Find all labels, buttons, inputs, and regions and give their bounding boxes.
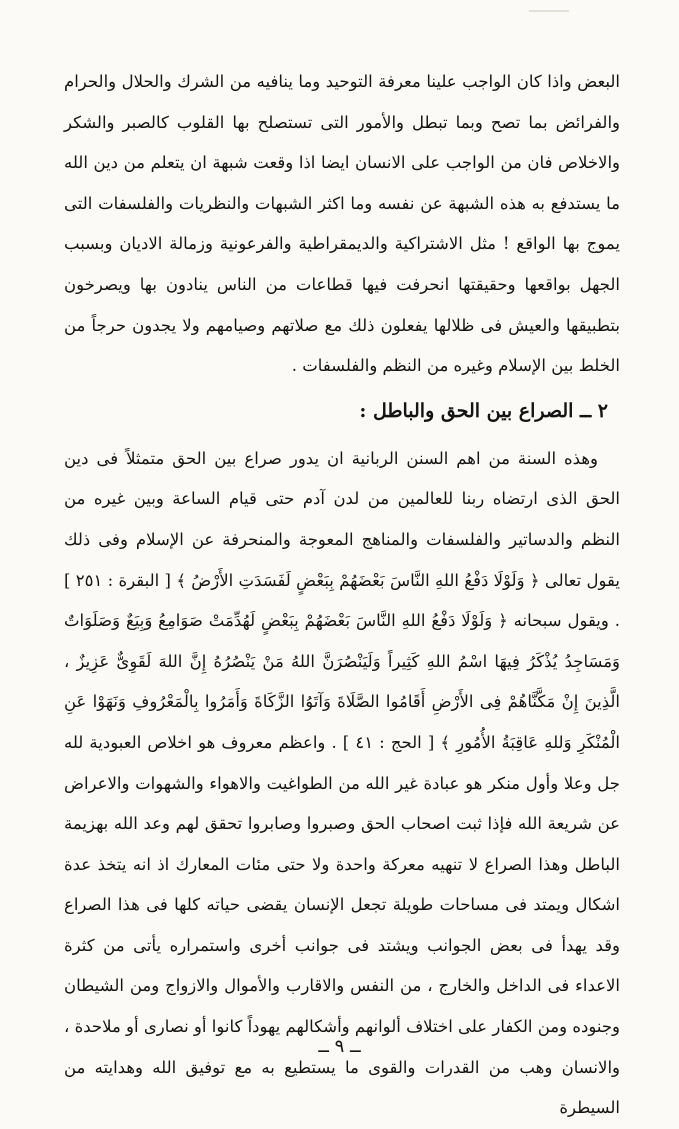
page-number: ــ ٩ ــ xyxy=(318,1036,361,1057)
page-body xyxy=(64,62,620,1129)
paragraph-section: وهذه السنة من اهم السنن الربانية ان يدور صراع بين الحق متمثلاً فى دين الحق الذى ارتضاه ربنا للعالمين من لدن آدم حتى قيام الساعة وبين غيره من النظم والدساتير والفلسفات والمناهج المعوجة والمنحرفة عن الإسلام وفى ذلك يقول تعالى ﴿ وَلَوْلَا دَفْعُ اللهِ النَّاسَ بَعْضَهُمْ بِبَعْضٍ لَفَسَدَتِ الأَرْضُ ﴾ [ البقرة : ٢٥١ ] . ويقول سبحانه ﴿ وَلَوْلَا دَفْعُ اللهِ النَّاسَ بَعْضَهُمْ بِبَعْضٍ لَهُدِّمَتْ صَوَامِعُ وَبِيَعٌ وَصَلَوَاتٌ وَمَسَاجِدُ يُذْكَرُ فِيهَا اسْمُ اللهِ كَثِيراً وَلَيَنْصُرَنَّ اللهُ مَنْ يَنْصُرُهُ إِنَّ اللهَ لَقَوِىٌّ عَزِيزٌ ، الَّذِينَ إِنْ مَكَّنَّاهُمْ فِى الأَرْضِ أَقَامُوا الصَّلَاةَ وَآتَوُا الزَّكَاةَ وَأَمَرُوا بِالْمَعْرُوفِ وَنَهَوْا عَنِ الْمُنْكَرِ وَللهِ عَاقِبَةُ الأُمُورِ ﴾ [ الحج : ٤١ ] . واعظم معروف هو اخلاص العبودية لله جل وعلا وأول منكر هو عبادة غير الله من الطواغيت والاهواء والشهوات والاعراض عن شريعة الله فإذا ثبت اصحاب الحق وصبروا وصابروا تحقق لهم وعد الله بهزيمة الباطل وهذا الصراع لا تنهيه معركة واحدة ولا حتى مئات المعارك اذ انه يتخذ عدة اشكال ويمتد فى مساحات طويلة تجعل الإنسان يقضى حياته كلها فى هذا الصراع وقد يهدأ فى بعض الجوانب ويشتد فى جوانب أخرى واستمراره يأتى من كثرة الاعداء فى الداخل والخارج ، من النفس والاقارب والأموال والازواج ومن الشيطان وجنوده ومن الكفار على اختلاف ألوانهم وأشكالهم يهوداً كانوا أو نصارى أو ملاحدة ، والانسان وهب من القدرات والقوى ما يستطيع به مع توفيق الله وهدايته من السيطرة xyxy=(64,448,620,1118)
section-heading: ٢ ــ الصراع بين الحق والباطل : xyxy=(359,399,608,422)
paragraph-intro: البعض واذا كان الواجب علينا معرفة التوحيد وما ينافيه من الشرك والحلال والحرام والفرائض بما تصح وبما تبطل والأمور التى تستصلح بها القلوب كالصبر والشكر والاخلاص فان من الواجب على الانسان ايضا اذا وقعت شبهة ان يتعلم من دين الله ما يستدفع به هذه الشبهة عن نفسه وما اكثر الشبهات والنظريات والفلسفات التى يموج بها الواقع ! مثل الاشتراكية والديمقراطية والفرعونية وزمالة الاديان وبسبب الجهل بواقعها وحقيقتها انحرفت فيها قطاعات من الناس ينادون بها ويصرخون بتطبيقها والعيش فى ظلالها يفعلون ذلك مع صلاتهم وصيامهم ولا يجدون حرجاً من الخلط بين الإسلام وغيره من النظم والفلسفات . xyxy=(64,72,620,376)
scan-artifact xyxy=(529,10,569,12)
